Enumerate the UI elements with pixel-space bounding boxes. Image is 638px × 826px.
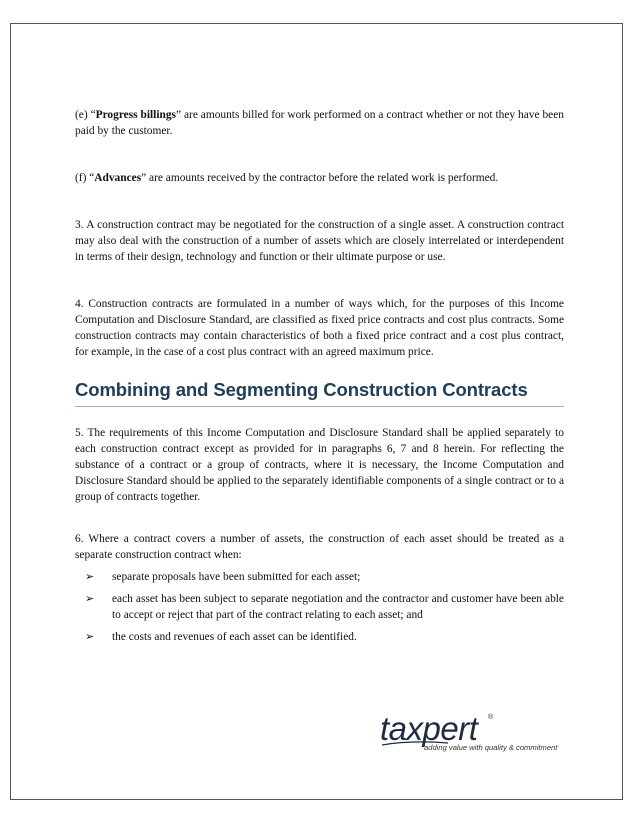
term-advances: Advances	[94, 172, 142, 184]
taxpert-logo	[380, 712, 570, 756]
document-body	[75, 107, 564, 645]
arrow-bullet-icon: ➢	[85, 631, 95, 643]
paragraph-f: (f) “Advances” are amounts received by the contractor before the related work is performed.	[75, 172, 499, 184]
paragraph-3: 3. A construction contract may be negotiated for the construction of a single asset. A construction contract may also deal with the construction of a number of assets which are closely interrelated or interdependent in terms of their design, technology and function or their ultimate purpose or use.	[75, 219, 564, 263]
list-item: ➢ separate proposals have been submitted for each asset;	[85, 571, 361, 583]
section-heading: Combining and Segmenting Construction Contracts	[75, 379, 564, 407]
paragraph-5: 5. The requirements of this Income Computation and Disclosure Standard shall be applied separately to each construction contract except as provided for in paragraphs 6, 7 and 8 herein. For reflecting the substance of a contract or a group of contracts, where it is necessary, the Income Computation and Disclosure Standard should be applied to the separately identifiable components of a single contract or to a group of contracts together.	[75, 427, 564, 503]
paragraph-4: 4. Construction contracts are formulated in a number of ways which, for the purposes of this Income Computation and Disclosure Standard, are classified as fixed price contracts and cost plus contracts. Some construction contracts may contain characteristics of both a fixed price contract and a cost plus contract, for example, in the case of a cost plus contract with an agreed maximum price.	[75, 298, 564, 358]
arrow-bullet-icon: ➢	[85, 571, 95, 583]
arrow-bullet-icon: ➢	[85, 593, 95, 605]
registered-mark: ®	[488, 714, 494, 721]
paragraph-e: (e) “Progress billings” are amounts billed for work performed on a contract whether or not they have been paid by the customer.	[75, 109, 564, 137]
condition-list	[75, 569, 564, 645]
logo-tagline: adding value with quality & commitment	[424, 743, 558, 752]
paragraph-6: 6. Where a contract covers a number of assets, the construction of each asset should be treated as a separate construction contract when:	[75, 533, 564, 561]
list-item: ➢ the costs and revenues of each asset can be identified.	[85, 631, 357, 643]
logo-wordmark: taxpert	[380, 710, 478, 747]
term-progress-billings: Progress billings	[95, 109, 176, 121]
list-item: ➢ each asset has been subject to separate negotiation and the contractor and customer have been able to accept or reject that part of the contract relating to each asset; and	[85, 593, 564, 621]
